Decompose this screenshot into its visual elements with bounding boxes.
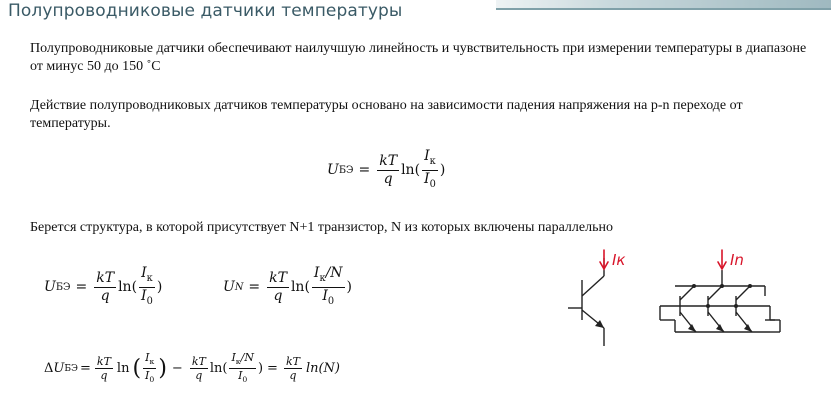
formula-ube-2: U БЭ = $\frac{kT}{q}$ ln ( $\frac{I_к}{I_0}$ ) bbox=[44, 265, 163, 307]
title-decor-band bbox=[496, 0, 831, 10]
formula-ube: U БЭ = $\frac{kT}{q}$ ln ( $\frac{I_к}{I_0}$ ) bbox=[327, 148, 445, 193]
formula-un: U N = $\frac{kT}{q}$ ln ( $\frac{I_к/N}{I_0}$ ) bbox=[223, 265, 353, 307]
paragraph-linearity: Полупроводниковые датчики обеспечивают наилучшую линейность и чувствительность при измерении температуры в диапазоне от минус 50 до 150 ˚C bbox=[30, 41, 807, 74]
transistor-schematic bbox=[560, 248, 830, 358]
formula-delta-ube: Δ U БЭ = $\frac{kT}{q}$ ln ( $\frac{I_к}{I_0}$ ) − $\frac{kT}{q}$ ln ( $\frac{I_к/N}{I_0}$ ) = $\frac{kT}{q}$ ln(N) bbox=[44, 351, 341, 385]
fraction-kt-q: $\frac{kT}{q}$ bbox=[379, 152, 398, 187]
handwritten-label-in: In bbox=[730, 251, 744, 269]
handwritten-label-ik: Iк bbox=[612, 251, 626, 269]
slide-title: Полупроводниковые датчики температуры bbox=[8, 1, 403, 21]
paragraph-pn-junction: Действие полупроводниковых датчиков температуры основано на зависимости падения напряжения на p-n переходе от температуры. bbox=[30, 98, 743, 131]
fraction-ik-i0: $\frac{I_к}{I_0}$ bbox=[424, 148, 436, 190]
paragraph-structure: Берется структура, в которой присутствует N+1 транзистор, N из которых включены параллельно bbox=[30, 220, 613, 235]
